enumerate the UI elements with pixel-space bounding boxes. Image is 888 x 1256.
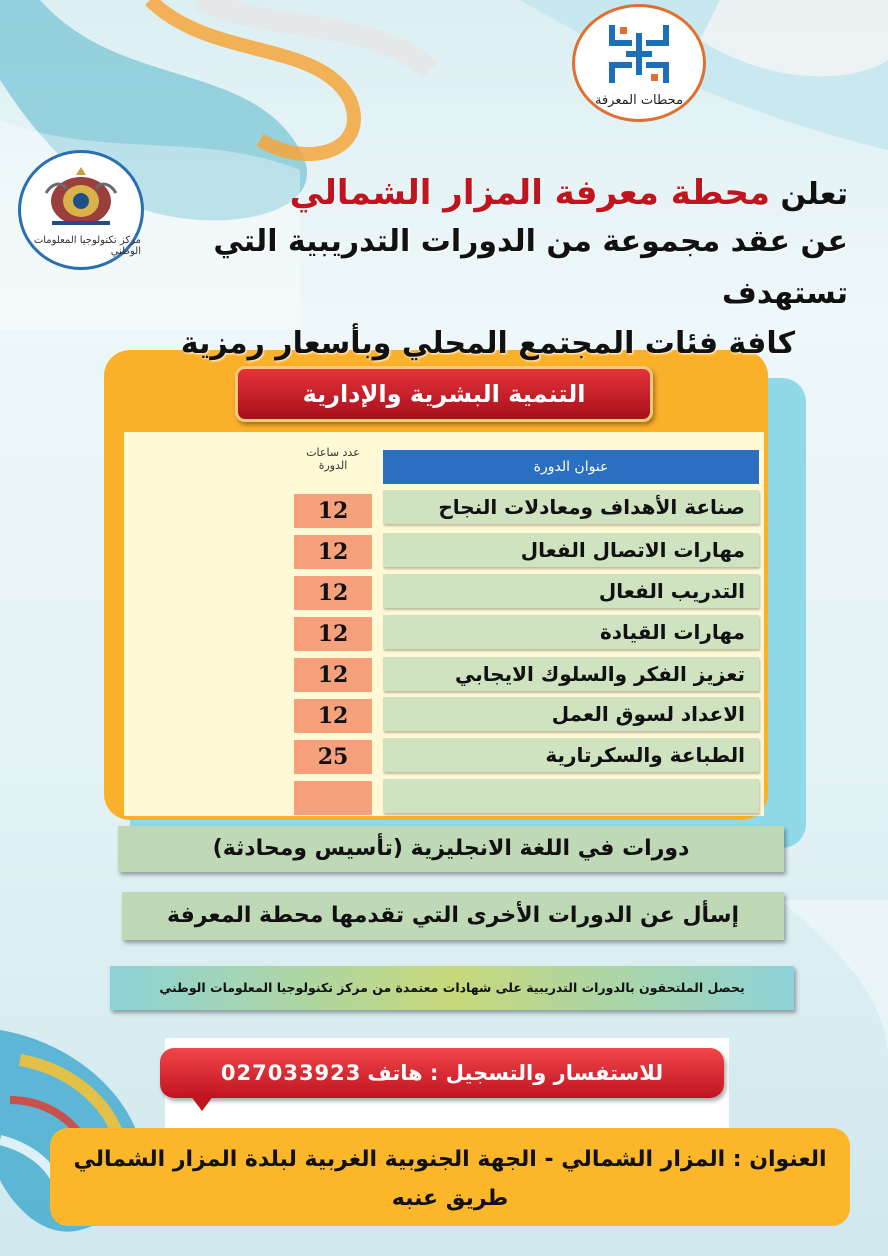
ncit-logo-caption: مركز تكنولوجيا المعلومات الوطني xyxy=(33,235,141,257)
course-title: مهارات القيادة xyxy=(383,615,759,649)
course-hours: 12 xyxy=(294,494,372,528)
knowledge-emblem-icon xyxy=(604,19,674,89)
english-courses-notice: دورات في اللغة الانجليزية (تأسيس ومحادثة) xyxy=(118,826,784,872)
course-hours: 12 xyxy=(294,658,372,692)
coat-of-arms-icon xyxy=(42,163,120,233)
course-title: صناعة الأهداف ومعادلات النجاح xyxy=(383,490,759,524)
address-line-1: العنوان : المزار الشمالي - الجهة الجنوبية الغربية لبلدة المزار الشمالي xyxy=(73,1147,827,1172)
contact-banner xyxy=(160,1048,724,1098)
ncit-logo xyxy=(18,150,144,270)
address-box xyxy=(50,1128,850,1226)
hours-column-header: عدد ساعات الدورة xyxy=(306,446,360,472)
knowledge-stations-logo xyxy=(572,4,706,122)
course-title: الطباعة والسكرتارية xyxy=(383,738,759,772)
phone-number[interactable]: 027033923 xyxy=(220,1061,362,1085)
course-title: تعزيز الفكر والسلوك الايجابي xyxy=(383,657,759,691)
category-banner: التنمية البشرية والإدارية xyxy=(235,366,653,422)
contact-label: للاستفسار والتسجيل : هاتف xyxy=(367,1061,664,1085)
announcement-headline xyxy=(158,172,848,368)
course-title-empty xyxy=(383,779,759,813)
course-title: الاعداد لسوق العمل xyxy=(383,697,759,731)
course-hours: 25 xyxy=(294,740,372,774)
course-hours: 12 xyxy=(294,535,372,569)
headline-line-3: كافة فئات المجتمع المحلي وبأسعار رمزية xyxy=(180,326,796,361)
course-hours: 12 xyxy=(294,576,372,610)
course-title: مهارات الاتصال الفعال xyxy=(383,533,759,567)
other-courses-notice: إسأل عن الدورات الأخرى التي تقدمها محطة المعرفة xyxy=(122,892,784,940)
headline-org: محطة معرفة المزار الشمالي xyxy=(289,173,771,213)
contact-banner-tail xyxy=(190,1095,214,1111)
course-hours-empty xyxy=(294,781,372,815)
course-hours: 12 xyxy=(294,699,372,733)
knowledge-logo-caption: محطات المعرفة xyxy=(594,92,684,108)
course-hours: 12 xyxy=(294,617,372,651)
certificate-notice: يحصل الملتحقون بالدورات التدريبية على شهادات معتمدة من مركز تكنولوجيا المعلومات الوطني xyxy=(110,966,794,1010)
headline-line-1 xyxy=(158,172,848,216)
course-title: التدريب الفعال xyxy=(383,574,759,608)
headline-line-2: عن عقد مجموعة من الدورات التدريبية التي تستهدف xyxy=(213,224,848,311)
address-line-2: طريق عنبه xyxy=(391,1186,509,1211)
title-column-header: عنوان الدورة xyxy=(383,450,759,484)
headline-prefix: تعلن xyxy=(780,177,848,212)
